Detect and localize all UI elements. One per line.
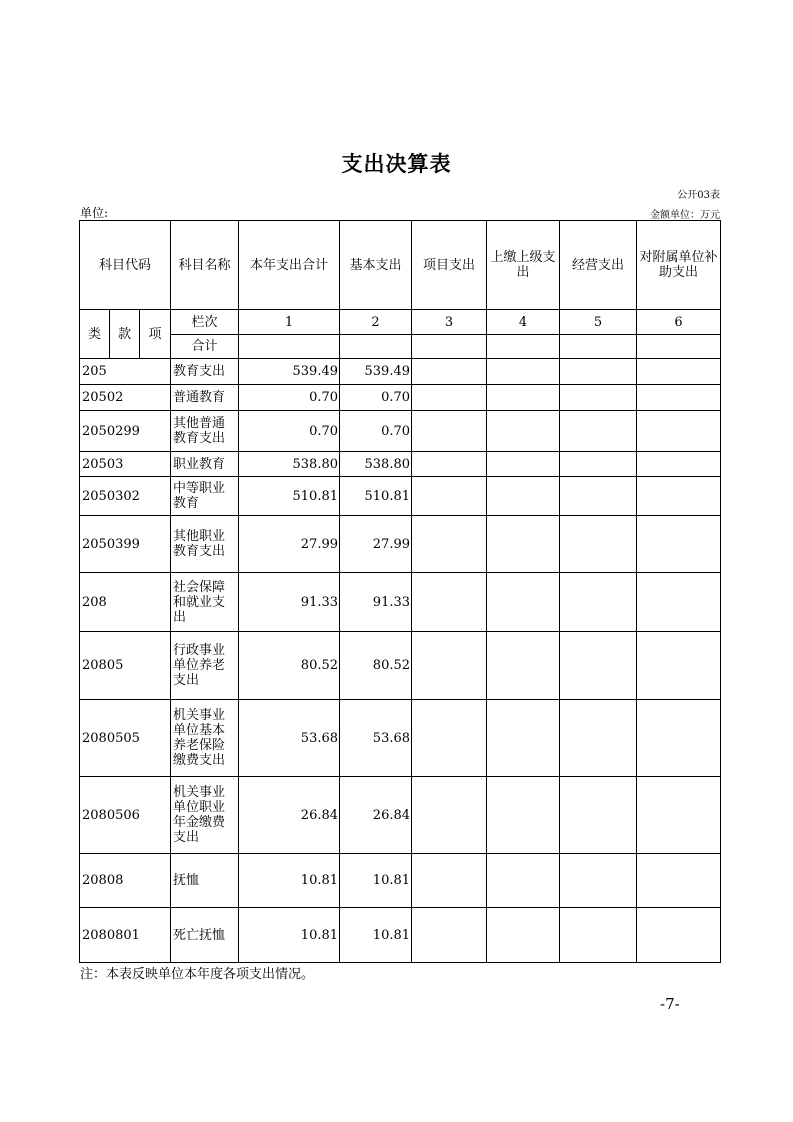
header-basic: 基本支出 (340, 221, 412, 310)
row-code: 2080505 (80, 700, 171, 777)
row-business (560, 385, 637, 411)
header-heji: 合计 (171, 335, 239, 359)
table-row (80, 385, 721, 411)
column-number-3: 3 (412, 310, 487, 335)
form-number: 公开03表 (677, 190, 720, 201)
row-business (560, 777, 637, 854)
row-upper (487, 908, 560, 963)
row-code: 20808 (80, 854, 171, 908)
row-subsidy (637, 700, 721, 777)
row-upper (487, 452, 560, 477)
header-code: 科目代码 (80, 221, 171, 310)
row-total: 91.33 (239, 573, 340, 632)
row-code: 20503 (80, 452, 171, 477)
table-row (80, 854, 721, 908)
row-basic: 0.70 (340, 411, 412, 452)
row-basic: 53.68 (340, 700, 412, 777)
row-name: 职业教育 (171, 452, 239, 477)
header-business: 经营支出 (560, 221, 637, 310)
row-basic: 539.49 (340, 359, 412, 385)
page-title: 支出决算表 (341, 152, 452, 176)
row-upper (487, 516, 560, 573)
table-row (80, 516, 721, 573)
row-total: 53.68 (239, 700, 340, 777)
row-project (412, 385, 487, 411)
column-number-2: 2 (340, 310, 412, 335)
row-upper (487, 385, 560, 411)
row-basic: 91.33 (340, 573, 412, 632)
row-basic: 10.81 (340, 908, 412, 963)
header-xiang: 项 (140, 310, 171, 359)
row-upper (487, 411, 560, 452)
unit-label: 单位: (80, 206, 109, 220)
row-project (412, 700, 487, 777)
row-total: 538.80 (239, 452, 340, 477)
row-project (412, 359, 487, 385)
row-upper (487, 700, 560, 777)
total-cell (340, 335, 412, 359)
row-total: 10.81 (239, 908, 340, 963)
row-name: 死亡抚恤 (171, 908, 239, 963)
row-business (560, 477, 637, 516)
row-basic: 538.80 (340, 452, 412, 477)
total-cell (560, 335, 637, 359)
row-upper (487, 477, 560, 516)
row-basic: 510.81 (340, 477, 412, 516)
row-basic: 27.99 (340, 516, 412, 573)
row-name: 教育支出 (171, 359, 239, 385)
table-row (80, 777, 721, 854)
column-number-4: 4 (487, 310, 560, 335)
row-project (412, 411, 487, 452)
header-lei: 类 (80, 310, 110, 359)
expenditure-table (79, 220, 721, 963)
column-number-5: 5 (560, 310, 637, 335)
row-project (412, 777, 487, 854)
row-total: 10.81 (239, 854, 340, 908)
row-name: 机关事业单位基本养老保险缴费支出 (171, 700, 239, 777)
total-cell (637, 335, 721, 359)
table-row (80, 411, 721, 452)
row-business (560, 632, 637, 700)
row-total: 26.84 (239, 777, 340, 854)
header-lanci: 栏次 (171, 310, 239, 335)
row-total: 510.81 (239, 477, 340, 516)
table-row (80, 632, 721, 700)
row-business (560, 854, 637, 908)
table-row (80, 573, 721, 632)
row-subsidy (637, 854, 721, 908)
row-business (560, 411, 637, 452)
total-row (80, 335, 721, 359)
row-total: 539.49 (239, 359, 340, 385)
row-upper (487, 359, 560, 385)
column-number-row (80, 310, 721, 335)
header-kuan: 款 (110, 310, 140, 359)
row-subsidy (637, 411, 721, 452)
column-number-1: 1 (239, 310, 340, 335)
row-subsidy (637, 908, 721, 963)
row-name: 抚恤 (171, 854, 239, 908)
row-upper (487, 573, 560, 632)
total-cell (239, 335, 340, 359)
row-basic: 10.81 (340, 854, 412, 908)
row-project (412, 573, 487, 632)
row-name: 普通教育 (171, 385, 239, 411)
amount-unit: 金额单位：万元 (650, 210, 720, 221)
row-name: 其他普通教育支出 (171, 411, 239, 452)
row-code: 208 (80, 573, 171, 632)
row-code: 20805 (80, 632, 171, 700)
row-project (412, 908, 487, 963)
header-row (80, 221, 721, 310)
row-subsidy (637, 359, 721, 385)
row-code: 20502 (80, 385, 171, 411)
table-row (80, 700, 721, 777)
row-code: 2080506 (80, 777, 171, 854)
row-business (560, 573, 637, 632)
row-subsidy (637, 516, 721, 573)
row-code: 205 (80, 359, 171, 385)
row-total: 0.70 (239, 385, 340, 411)
row-project (412, 516, 487, 573)
row-subsidy (637, 777, 721, 854)
row-code: 2080801 (80, 908, 171, 963)
row-project (412, 632, 487, 700)
row-total: 80.52 (239, 632, 340, 700)
row-code: 2050399 (80, 516, 171, 573)
row-upper (487, 632, 560, 700)
table-row (80, 452, 721, 477)
row-subsidy (637, 573, 721, 632)
row-project (412, 477, 487, 516)
row-upper (487, 777, 560, 854)
row-basic: 0.70 (340, 385, 412, 411)
column-number-6: 6 (637, 310, 721, 335)
page-number: -7- (660, 995, 680, 1013)
header-project: 项目支出 (412, 221, 487, 310)
table-note: 注：本表反映单位本年度各项支出情况。 (80, 967, 315, 982)
row-basic: 80.52 (340, 632, 412, 700)
row-code: 2050299 (80, 411, 171, 452)
header-total: 本年支出合计 (239, 221, 340, 310)
header-name: 科目名称 (171, 221, 239, 310)
row-subsidy (637, 477, 721, 516)
header-subsidy: 对附属单位补助支出 (637, 221, 721, 310)
row-business (560, 359, 637, 385)
row-project (412, 854, 487, 908)
table-row (80, 908, 721, 963)
row-name: 中等职业教育 (171, 477, 239, 516)
row-subsidy (637, 452, 721, 477)
row-total: 27.99 (239, 516, 340, 573)
row-name: 社会保障和就业支出 (171, 573, 239, 632)
row-name: 机关事业单位职业年金缴费支出 (171, 777, 239, 854)
row-project (412, 452, 487, 477)
row-upper (487, 854, 560, 908)
row-subsidy (637, 385, 721, 411)
header-upper: 上缴上级支出 (487, 221, 560, 310)
row-business (560, 908, 637, 963)
row-code: 2050302 (80, 477, 171, 516)
total-cell (487, 335, 560, 359)
row-business (560, 452, 637, 477)
row-name: 行政事业单位养老支出 (171, 632, 239, 700)
row-business (560, 700, 637, 777)
row-total: 0.70 (239, 411, 340, 452)
table-row (80, 477, 721, 516)
row-name: 其他职业教育支出 (171, 516, 239, 573)
row-business (560, 516, 637, 573)
row-subsidy (637, 632, 721, 700)
row-basic: 26.84 (340, 777, 412, 854)
total-cell (412, 335, 487, 359)
table-row (80, 359, 721, 385)
